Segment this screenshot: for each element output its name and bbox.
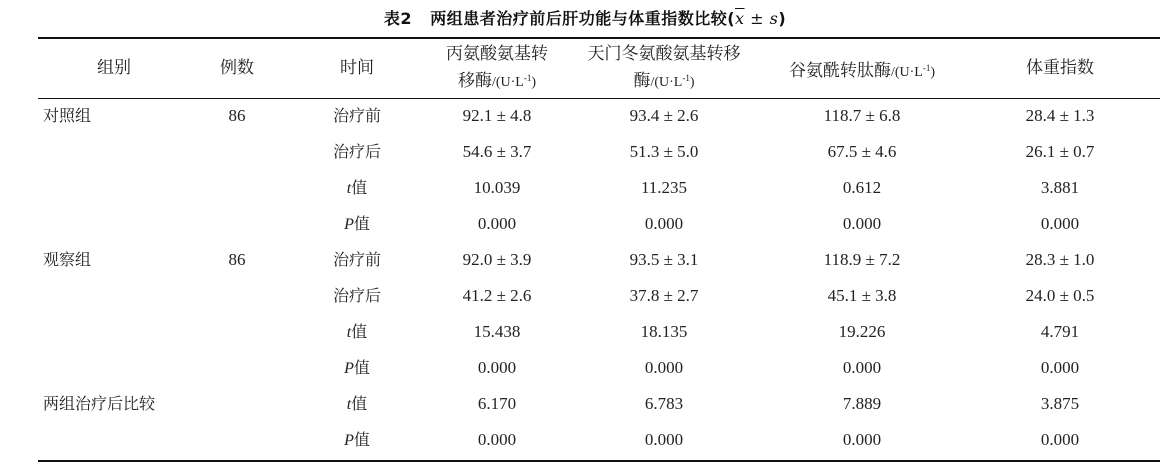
cell-bmi: 0.000 [1040, 430, 1080, 449]
cell-alt: 15.438 [473, 322, 521, 341]
cell-time: 治疗前 [332, 106, 382, 125]
stat-suffix: 值 [353, 358, 370, 377]
caption-stat-mean: $\overline{x}$ [735, 9, 745, 28]
cell-stat [347, 178, 367, 199]
cell-ggt: 0.000 [842, 214, 882, 233]
header-alt [446, 42, 548, 95]
cell-ggt: 19.226 [838, 322, 886, 341]
cell-alt: 0.000 [477, 214, 517, 233]
stat-suffix: 值 [351, 394, 368, 413]
cell-ast: 0.000 [644, 358, 684, 377]
header-alt-unit-exp: -1 [523, 73, 532, 83]
header-ast-line1: 天门冬氨酸氨基转移 [587, 44, 741, 64]
header-alt-line1: 丙氨酸氨基转 [446, 44, 548, 64]
header-alt-line2: 移酶 [457, 71, 492, 91]
cell-time: 治疗前 [332, 250, 382, 269]
header-alt-unit-close: ) [531, 75, 537, 90]
cell-ggt: 7.889 [842, 394, 882, 413]
cell-stat [344, 358, 370, 379]
header-group: 组别 [97, 58, 131, 78]
cell-alt: 54.6 ± 3.7 [462, 142, 532, 161]
cell-bmi: 26.1 ± 0.7 [1025, 142, 1095, 161]
header-ast-unit-exp: -1 [682, 73, 690, 83]
stat-letter: t [346, 324, 352, 341]
cell-alt: 92.1 ± 4.8 [462, 106, 532, 125]
cell-bmi: 4.791 [1040, 322, 1080, 341]
cell-bmi: 0.000 [1040, 358, 1080, 377]
header-ggt-unit-exp: -1 [922, 63, 931, 73]
stat-suffix: 值 [351, 178, 368, 197]
cell-ggt: 118.7 ± 6.8 [823, 106, 901, 125]
cell-stat [347, 322, 367, 343]
cell-group: 两组治疗后比较 [43, 394, 156, 413]
header-ggt-unit: /(U·L [890, 65, 923, 80]
header-alt-unit: /(U·L [491, 75, 524, 90]
table-caption [0, 6, 1170, 29]
header-ast [588, 42, 741, 95]
cell-ggt: 0.612 [842, 178, 882, 197]
stat-letter: P [344, 432, 354, 449]
cell-ggt: 0.000 [842, 358, 882, 377]
cell-ast: 0.000 [644, 430, 684, 449]
caption-stat-close: ) [778, 9, 787, 28]
cell-bmi: 28.4 ± 1.3 [1025, 106, 1095, 125]
cell-stat [344, 214, 370, 235]
header-ast-unit: /(U·L [650, 75, 683, 90]
header-bmi: 体重指数 [1026, 58, 1094, 78]
table-top-rule [38, 37, 1160, 39]
cell-bmi: 0.000 [1040, 214, 1080, 233]
cell-ast: 37.8 ± 2.7 [629, 286, 699, 305]
stat-letter: t [346, 180, 352, 197]
cell-ast: 18.135 [640, 322, 688, 341]
cell-bmi: 3.881 [1040, 178, 1080, 197]
stat-letter: P [344, 216, 354, 233]
caption-stat-open: ( [727, 9, 736, 28]
cell-ggt: 118.9 ± 7.2 [823, 250, 901, 269]
cell-time: 治疗后 [332, 286, 382, 305]
cell-ast: 93.4 ± 2.6 [629, 106, 699, 125]
cell-stat [344, 430, 370, 451]
header-ast-line2: 酶 [633, 71, 651, 91]
cell-alt: 41.2 ± 2.6 [462, 286, 532, 305]
cell-ast: 0.000 [644, 214, 684, 233]
stat-suffix: 值 [353, 214, 370, 233]
stat-suffix: 值 [353, 430, 370, 449]
caption-stat [735, 9, 778, 28]
cell-bmi: 3.875 [1040, 394, 1080, 413]
cell-stat [347, 394, 367, 415]
stat-letter: t [346, 396, 352, 413]
header-time: 时间 [340, 58, 374, 78]
stat-suffix: 值 [351, 322, 368, 341]
caption-label: 表2 [383, 9, 412, 28]
cell-time: 治疗后 [332, 142, 382, 161]
header-count: 例数 [220, 58, 254, 78]
header-ggt-label: 谷氨酰转肽酶 [788, 61, 891, 81]
cell-ast: 93.5 ± 3.1 [629, 250, 699, 269]
cell-group: 对照组 [43, 106, 92, 125]
cell-alt: 0.000 [477, 430, 517, 449]
table-header-rule [38, 98, 1160, 99]
cell-alt: 92.0 ± 3.9 [462, 250, 532, 269]
header-ggt-unit-close: ) [930, 65, 936, 80]
table-bottom-rule [38, 460, 1160, 462]
cell-n: 86 [228, 106, 246, 125]
cell-alt: 10.039 [473, 178, 521, 197]
cell-ast: 6.783 [644, 394, 684, 413]
cell-bmi: 28.3 ± 1.0 [1025, 250, 1095, 269]
stat-letter: P [344, 360, 354, 377]
caption-stat-rest: ± s [744, 9, 779, 28]
cell-alt: 6.170 [477, 394, 517, 413]
cell-bmi: 24.0 ± 0.5 [1025, 286, 1095, 305]
cell-ast: 51.3 ± 5.0 [629, 142, 699, 161]
caption-title: 两组患者治疗前后肝功能与体重指数比较 [430, 9, 728, 28]
cell-ggt: 45.1 ± 3.8 [827, 286, 897, 305]
header-ast-unit-close: ) [689, 75, 695, 90]
cell-n: 86 [228, 250, 246, 269]
cell-alt: 0.000 [477, 358, 517, 377]
cell-ast: 11.235 [640, 178, 688, 197]
cell-ggt: 0.000 [842, 430, 882, 449]
cell-group: 观察组 [43, 250, 92, 269]
cell-ggt: 67.5 ± 4.6 [827, 142, 897, 161]
header-ggt [789, 58, 935, 83]
